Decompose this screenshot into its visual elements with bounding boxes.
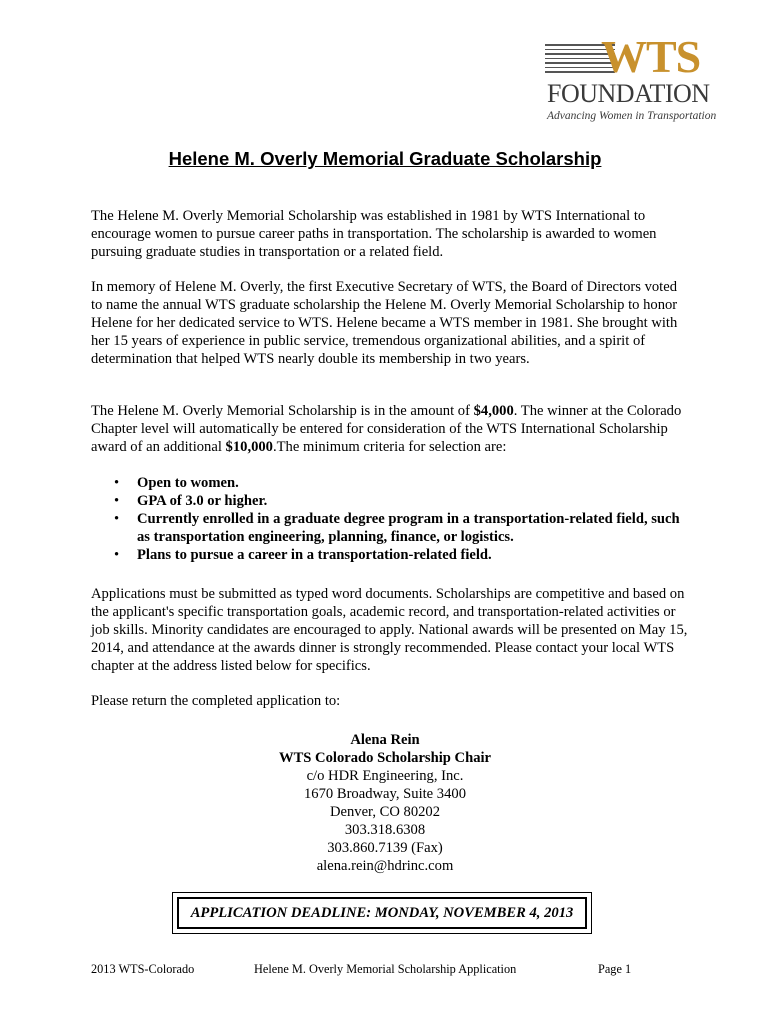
contact-fax: 303.860.7139 (Fax) bbox=[327, 840, 443, 856]
amount-text-c: .The minimum criteria for selection are: bbox=[272, 439, 507, 455]
criteria-item: • GPA of 3.0 or higher. bbox=[91, 492, 691, 510]
logo-tagline: Advancing Women in Transportation bbox=[547, 110, 717, 122]
amount-value-1: $4,000 bbox=[473, 403, 514, 419]
criteria-item: • Plans to pursue a career in a transportation-related field. bbox=[91, 546, 691, 564]
footer-page-number: Page 1 bbox=[598, 962, 632, 976]
contact-name: Alena Rein bbox=[350, 732, 420, 748]
logo-wts-text: WTS bbox=[601, 31, 701, 82]
contact-street: 1670 Broadway, Suite 3400 bbox=[304, 786, 466, 802]
deadline-box bbox=[172, 892, 592, 934]
contact-company: c/o HDR Engineering, Inc. bbox=[306, 768, 464, 784]
logo-foundation-text: FOUNDATION bbox=[547, 79, 710, 108]
amount-text-a: The Helene M. Overly Memorial Scholarship is in the amount of bbox=[91, 403, 474, 419]
application-paragraph: Applications must be submitted as typed word documents. Scholarships are competitive and based on the applicant's specific transportation goals, academic record, and transportation-related activities or job skills. Minority candidates are encouraged to apply. National awards will be presented on May 15, 2014, and attendance at the awards dinner is strongly recommended. Please contact your local WTS chapter at the address listed below for specifics. bbox=[91, 586, 688, 674]
contact-role: WTS Colorado Scholarship Chair bbox=[278, 750, 492, 766]
amount-paragraph bbox=[91, 402, 691, 456]
page-title: Helene M. Overly Memorial Graduate Scholarship bbox=[168, 148, 602, 169]
contact-email: alena.rein@hdrinc.com bbox=[316, 858, 454, 874]
contact-phone: 303.318.6308 bbox=[344, 822, 426, 838]
amount-value-2: $10,000 bbox=[225, 439, 273, 455]
criteria-item: • Open to women. bbox=[91, 474, 691, 492]
wts-foundation-logo bbox=[545, 31, 717, 126]
criteria-item: • Currently enrolled in a graduate degree program in a transportation-related field, such as transportation engineering, planning, finance, or logistics. bbox=[91, 510, 691, 546]
intro-paragraph: The Helene M. Overly Memorial Scholarship was established in 1981 by WTS International to encourage women to pursue career paths in transportation. The scholarship is awarded to women pursuing graduate studies in transportation or a related field. bbox=[91, 208, 657, 260]
memorial-paragraph: In memory of Helene M. Overly, the first Executive Secretary of WTS, the Board of Directors voted to name the annual WTS graduate scholarship the Helene M. Overly Memorial Scholarship to honor Helene for her dedicated service to WTS. Helene became a WTS member in 1981. She brought with her 15 years of experience in public service, tremendous organizational abilities, and a spirit of determination that helped WTS nearly double its membership in two years. bbox=[91, 279, 678, 367]
footer-center: Helene M. Overly Memorial Scholarship Application bbox=[254, 962, 517, 976]
mailing-address bbox=[0, 731, 770, 875]
footer-left: 2013 WTS-Colorado bbox=[91, 962, 195, 976]
amount-text-b: . The winner at the Colorado Chapter level will automatically be entered for consideration of the WTS International Scholarship award of an additional bbox=[91, 403, 682, 455]
deadline-text: APPLICATION DEADLINE: MONDAY, NOVEMBER 4, 2013 bbox=[177, 897, 587, 929]
contact-city: Denver, CO 80202 bbox=[329, 804, 441, 820]
return-paragraph: Please return the completed application to: bbox=[91, 693, 341, 709]
criteria-list bbox=[91, 474, 691, 564]
